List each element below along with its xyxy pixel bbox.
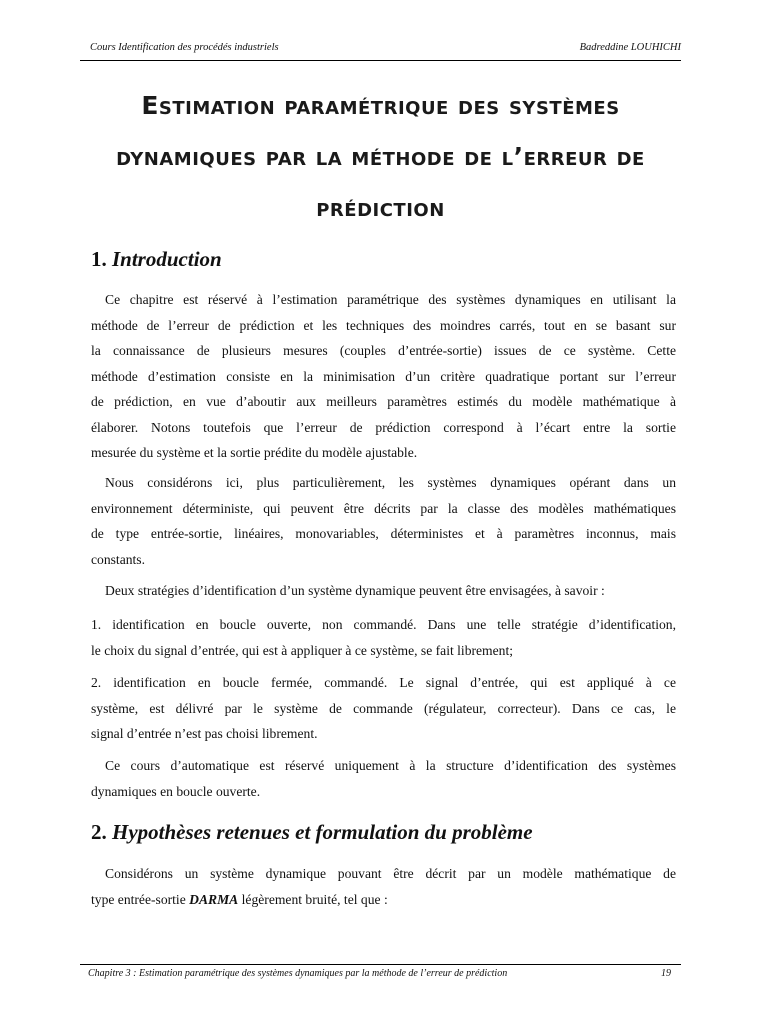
page-number: 19 bbox=[661, 968, 671, 979]
header-course-title: Cours Identification des procédés industriels bbox=[90, 42, 279, 53]
text-line: dynamiques en boucle ouverte. bbox=[91, 783, 261, 799]
list-item-open-loop bbox=[91, 612, 676, 663]
text-line: élaborer. Notons toutefois que l’erreur de prédiction correspond à l’écart entre la sortie bbox=[91, 419, 676, 435]
paragraph-strategies bbox=[91, 578, 676, 604]
title-line: prédiction bbox=[316, 193, 445, 222]
section-title: Introduction bbox=[112, 247, 222, 271]
section-number: 1. bbox=[91, 247, 107, 271]
text-line bbox=[91, 887, 676, 913]
text-line: Deux stratégies d’identification d’un système dynamique peuvent être envisagées, à savoir : bbox=[105, 583, 605, 598]
text-fragment: type entrée-sortie bbox=[91, 891, 190, 907]
text-line: Considérons un système dynamique pouvant être décrit par un modèle mathématique de bbox=[105, 866, 676, 881]
paragraph-intro bbox=[91, 287, 676, 466]
model-name-darma: DARMA bbox=[189, 891, 239, 907]
text-fragment: légèrement bruité, tel que : bbox=[238, 891, 388, 907]
text-line: 2. identification en boucle fermée, commandé. Le signal d’entrée, qui est appliqué à ce bbox=[91, 675, 676, 690]
text-line: de prédiction, en vue d’aboutir aux meilleurs paramètres estimés du modèle mathématique à bbox=[91, 394, 676, 409]
paragraph-scope bbox=[91, 753, 676, 804]
text-line: Ce cours d’automatique est réservé uniquement à la structure d’identification des systèmes bbox=[105, 758, 676, 773]
paragraph-model bbox=[91, 861, 676, 912]
section-title: Hypothèses retenues et formulation du problème bbox=[112, 820, 533, 844]
document-title bbox=[80, 80, 681, 233]
text-line: la connaissance de plusieurs mesures (couples d’entrée-sortie) issues de ce système. Cette bbox=[91, 343, 676, 358]
list-item-closed-loop bbox=[91, 670, 676, 747]
text-line: Ce chapitre est réservé à l’estimation paramétrique des systèmes dynamiques en utilisant la bbox=[105, 292, 676, 307]
page-footer bbox=[80, 964, 681, 985]
text-line: le choix du signal d’entrée, qui est à appliquer à ce système, se fait librement; bbox=[91, 642, 514, 658]
text-line: méthode d’estimation consiste en la minimisation d’un critère quadratique portant sur l’erreur bbox=[91, 368, 676, 384]
footer-chapter-title: Chapitre 3 : Estimation paramétrique des systèmes dynamiques par la méthode de l’erreur de prédiction bbox=[88, 968, 508, 979]
text-line: de type entrée-sortie, linéaires, monovariables, déterministes et à paramètres inconnus, mais bbox=[91, 526, 676, 541]
page-header bbox=[80, 38, 681, 61]
section-number: 2. bbox=[91, 820, 107, 844]
text-line: 1. identification en boucle ouverte, non commandé. Dans une telle stratégie d’identification, bbox=[91, 617, 676, 632]
title-line: Estimation paramétrique des systèmes bbox=[141, 91, 620, 120]
text-line: signal d’entrée n’est pas choisi librement. bbox=[91, 726, 318, 741]
text-line: système, est délivré par le système de commande (régulateur, correcteur). Dans ce cas, le bbox=[91, 700, 676, 716]
text-line: environnement déterministe, qui peuvent être décrits par la classe des modèles mathématiques bbox=[91, 500, 676, 516]
text-line: Nous considérons ici, plus particulièrement, les systèmes dynamiques opérant dans un bbox=[105, 475, 676, 490]
title-line: dynamiques par la méthode de l’erreur de bbox=[116, 142, 645, 171]
text-line: méthode de l’erreur de prédiction et les techniques des moindres carrés, tout en se basant sur bbox=[91, 317, 676, 333]
section-heading-hypotheses bbox=[91, 820, 533, 845]
text-line: mesurée du système et la sortie prédite du modèle ajustable. bbox=[91, 445, 418, 460]
section-heading-introduction bbox=[91, 247, 222, 272]
paragraph-context bbox=[91, 470, 676, 572]
text-line: constants. bbox=[91, 551, 145, 567]
header-author: Badreddine LOUHICHI bbox=[579, 42, 681, 53]
